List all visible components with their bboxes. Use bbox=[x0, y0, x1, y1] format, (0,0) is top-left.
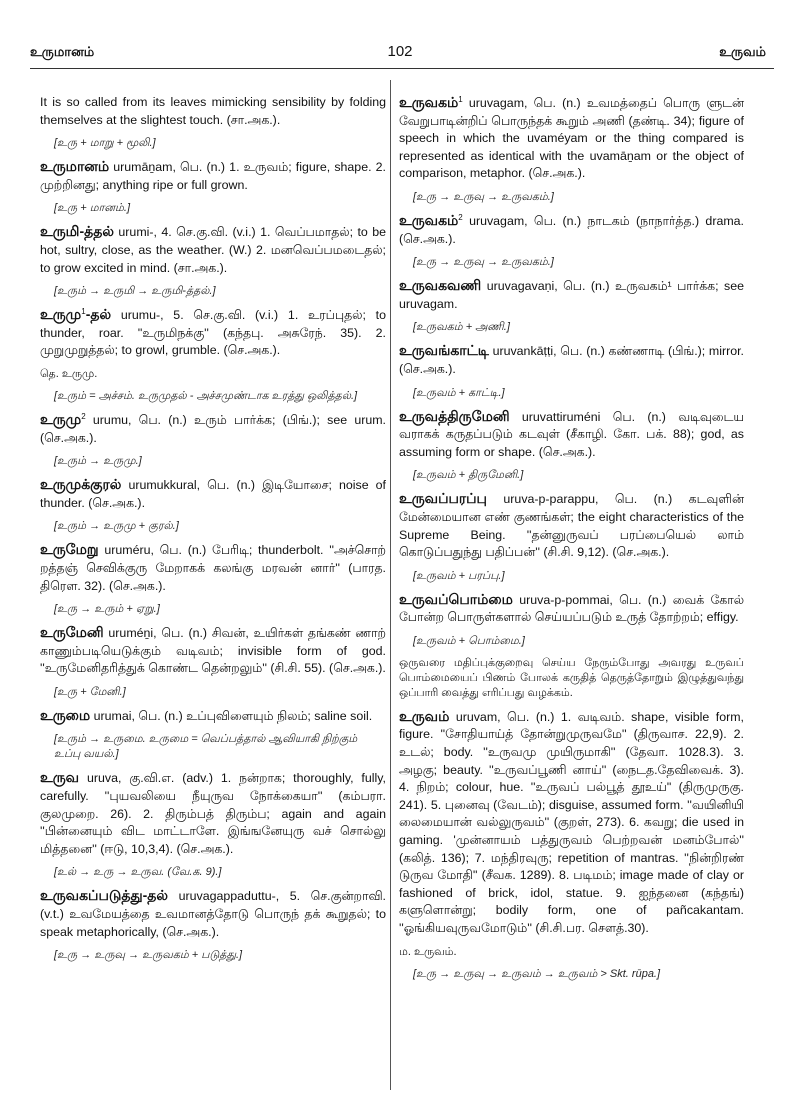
entry-headword: உருவகம் bbox=[399, 94, 459, 110]
entry-definition: uruvattiruméni பெ. (n.) வடிவுடைய வராகக் கருதப்படும் கடவுள் (சீகாழி. கோ. பக். 88); god, as assuming form or shape. (செ.அக.). bbox=[399, 409, 744, 459]
entry-headword: உருமி-த்தல் bbox=[40, 223, 114, 240]
dictionary-entry bbox=[399, 408, 744, 462]
etymology-note: [உரு → உருவு → உருவகம் + படுத்து.] bbox=[54, 949, 243, 962]
column-divider bbox=[390, 80, 391, 1090]
entry-headword: உருமு bbox=[40, 410, 82, 427]
entry-headword: உருமேனி bbox=[40, 624, 104, 641]
etymology-note: [உரும் = அச்சம். உருமுதல் - அச்சமுண்டாக உரத்து ஒலித்தல்.] bbox=[54, 389, 358, 402]
etymology-note: [உருவம் + திருமேனி.] bbox=[413, 469, 524, 482]
dictionary-entry bbox=[40, 223, 386, 277]
entry-definition: uruvam, பெ. (n.) 1. வடிவம். shape, visible form, figure. ''சோதியாய்த் தோன்றுமுருவமே'' (திருவாச. 22,9). 2. உடல்; body. ''உருவமு முயிருமாகி'' (தேவா. 1028.3). 3. அழகு; beauty. ''உருவப்பூணி னாய்'' (நைடத.தேவிவைக். 3). 4. நிறம்; colour, hue. ''உருவப் பல்பூத் தூஉய்'' (திருமுருகு. 241). 5. புனைவு (வேடம்); disguise, assumed form. ''வயினியி லைமையான் வல்லுருவம்'' (குறள், 273). 6. கவறு; die used in gaming. 'முன்னாயம் பத்துருவம் பெற்றவன் மனம்போல்'' (கலித். 136); 7. மந்திரவுரு; repetition of mantras. ''நின்றிரண் டுருவ மோதி'' (சீவக. 1289). 8. படிமம்; image made of clay or fashioned of brick, idol, statue. 9. ஐந்தனை (கந்தங்) களுளொன்று; bodily form, one of pañcakantam. ''ஓங்கியவுருவமோடும்'' (சி.சி.பர. சௌத்.30). bbox=[399, 709, 744, 935]
dictionary-entry bbox=[40, 306, 386, 360]
dictionary-entry bbox=[399, 277, 744, 313]
entry-definition: urumukkural, பெ. (n.) இடியோசை; noise of thunder. (செ.அக.). bbox=[40, 478, 386, 510]
entry-headword: உருவங்காட்டி bbox=[399, 342, 489, 359]
usage-note: தெ. உருமு. bbox=[40, 367, 98, 380]
etymology-note: [உரும் → உருமி → உருமி-த்தல்.] bbox=[54, 285, 216, 298]
page-header bbox=[0, 0, 800, 64]
etymology-note: [உரு → உரும் + ஏறு.] bbox=[54, 603, 160, 616]
entry-headword: உருவகம் bbox=[399, 211, 459, 228]
entry-definition: urumai, பெ. (n.) உப்புவிளையும் நிலம்; saline soil. bbox=[90, 708, 373, 723]
page-number: 102 bbox=[387, 43, 413, 60]
dictionary-entry bbox=[40, 707, 386, 726]
entry-definition: uruva-p-pommai, பெ. (n.) வைக் கோல் போன்ற பொருள்களால் செய்யப்படும் உருத் தோற்றம்; effigy. bbox=[399, 592, 744, 625]
dictionary-entry bbox=[399, 708, 744, 938]
etymology-note: [உரும் → உருமு.] bbox=[54, 455, 142, 468]
entry-definition: urumāṉam, பெ. (n.) 1. உருவம்; figure, shape. 2. முற்றினது; anything ripe or full grown. bbox=[40, 160, 386, 192]
entry-headword: உருவ bbox=[40, 769, 80, 786]
header-right-guideword: உருவம் bbox=[719, 44, 766, 59]
entry-headword: உருமை bbox=[40, 706, 91, 723]
entry-headword: உருமு bbox=[40, 306, 82, 323]
etymology-note: [உருவம் + காட்டி.] bbox=[413, 386, 505, 399]
dictionary-entry bbox=[399, 342, 744, 378]
etymology-note: [உருவம் + பொம்மை.] bbox=[413, 634, 525, 647]
entry-definition: uruméru, பெ. (n.) பேரிடி; thunderbolt. ''அச்சொற் றத்தஞ் செவிக்குரு மேறாகக் கலங்கு மரவன் னார்'' (பாரத. திரௌ. 32). (செ.அக.). bbox=[40, 543, 386, 593]
dictionary-entry bbox=[399, 94, 744, 183]
homonym-number: 2 bbox=[81, 411, 86, 421]
entry-headword: உருவப்பரப்பு bbox=[399, 490, 487, 507]
entry-headword: உருமுக்குரல் bbox=[40, 476, 122, 493]
usage-note: ஒருவரை மதிப்புக்குறைவு செய்ய நேரும்போது அவரது உருவப் பொம்மையைப் பிணம் போலக் கருதித் தெருத்தோறும் இழுத்துவந்து ஒப்பாரி வைத்து எரிப்பது வழக்கம். bbox=[399, 656, 744, 699]
entry-definition: uruvagam, பெ. (n.) உவமத்தைப் பொரு ளுடன் வேறுபாடின்றிப் பொருந்தக் கூறும் அணி (தண்டி. 34); figure of speech in which the uvaméyam or the thing compared is represented as identical with the uvamāṉam or the object of comparison, metaphor. (செ.அக.). bbox=[399, 96, 744, 181]
entry-definition: uruméṉi, பெ. (n.) சிவன், உயிர்கள் தங்கண் ணாற் காணும்படியெடுக்கும் வடிவம்; invisible form of god. ''உருமேனிதரித்துக் கொண்ட தென்றலும்'' (சி.சி. 55). (செ.அக.). bbox=[40, 626, 386, 676]
header-left-guideword: உருமானம் bbox=[30, 44, 95, 59]
etymology-note: [உல் → உரு → உருவ. (வே.க. 9).] bbox=[54, 866, 222, 879]
etymology-note: [உரு + மாறு + மூலி.] bbox=[54, 137, 156, 150]
dictionary-entry bbox=[40, 624, 386, 678]
etymology-note: [உருவம் + பரப்பு.] bbox=[413, 569, 505, 582]
entry-definition: uruvagavaṇi, பெ. (n.) உருவகம்¹ பார்க்க; see uruvagam. bbox=[399, 279, 744, 311]
entry-headword: உருவத்திருமேனி bbox=[399, 407, 510, 424]
entry-definition: uruva, கு.வி.எ. (adv.) 1. நன்றாக; thoroughly, fully, carefully. ''புயவலியை நீயுருவ நோக்கையா'' (கம்பரா. குலமுறை. 26). 2. திரும்பத் திரும்ப; again and again ''பின்னையும் விட மாட்டாளே. இங்ஙனேயுரு வச் சொல்லு மித்தனை'' (ஈடு, 10,3,4). (செ.அக.). bbox=[40, 771, 386, 856]
entry-headword: உருமேறு bbox=[40, 541, 99, 558]
etymology-note: [உரும் → உருமு + குரல்.] bbox=[54, 520, 179, 533]
dictionary-entry bbox=[40, 541, 386, 595]
entry-definition: uruvagappaduttu-, 5. செ.குன்றாவி. (v.t.) உவமேயத்தை உவமானத்தோடு பொருந் தக் கூறுதல்; to speak metaphorically, (செ.அக.). bbox=[40, 889, 386, 939]
entry-headword-suffix: -தல் bbox=[85, 306, 112, 323]
etymology-note: [உரும் → உருமை. உருமை = வெப்பத்தால் ஆவியாகி நிற்கும் உப்பு வயல்.] bbox=[54, 733, 358, 761]
etymology-note: [உரு + மேனி.] bbox=[54, 685, 126, 698]
right-column bbox=[399, 94, 744, 989]
entry-headword: உருவகப்படுத்து-தல் bbox=[40, 887, 169, 904]
etymology-note: [உரு + மானம்.] bbox=[54, 202, 130, 215]
entry-headword: உருவப்பொம்மை bbox=[399, 590, 513, 607]
dictionary-entry bbox=[40, 887, 386, 941]
entry-definition: urumu, பெ. (n.) உரும் பார்க்க; (பிங்.); see urum. (செ.அக.). bbox=[40, 412, 386, 445]
etymology-note: [உரு → உருவு → உருவகம்.] bbox=[413, 190, 554, 203]
homonym-number: 1 bbox=[458, 94, 463, 104]
entry-definition: uruvankāṭṭi, பெ. (n.) கண்ணாடி (பிங்.); mirror. (செ.அக.). bbox=[399, 344, 744, 376]
entry-definition: urumu-, 5. செ.கு.வி. (v.i.) 1. உரப்புதல்; to thunder, roar. ''உருமிநக்கு'' (கந்தபு. அசுரேந். 35). 2. முறுமுறுத்தல்; to growl, grumble. (செ.அக.). bbox=[40, 308, 386, 358]
left-column bbox=[40, 94, 386, 970]
dictionary-entry bbox=[399, 591, 744, 627]
dictionary-entry bbox=[40, 769, 386, 858]
header-rule bbox=[30, 68, 774, 69]
etymology-note: [உரு → உருவு → உருவகம்.] bbox=[413, 256, 554, 269]
dictionary-entry bbox=[40, 94, 386, 129]
entry-definition: urumi-, 4. செ.கு.வி. (v.i.) 1. வெப்பமாதல்; to be hot, sultry, close, as the weather. (W.) 2. மனவெப்பமடைதல்; to grow excited in mind. (சா.அக.). bbox=[40, 225, 386, 275]
entry-headword: உருவம் bbox=[399, 707, 450, 724]
dictionary-entry bbox=[399, 212, 744, 248]
etymology-note: [உருவகம் + அணி.] bbox=[413, 321, 510, 334]
dictionary-entry bbox=[40, 476, 386, 512]
etymology-note: [உரு → உருவு → உருவம் → உருவம் > Skt. rūpa.] bbox=[413, 967, 661, 980]
dictionary-entry bbox=[40, 158, 386, 194]
entry-definition: It is so called from its leaves mimicking sensibility by folding themselves at the slightest touch. (சா.அக.). bbox=[40, 95, 386, 127]
entry-headword: உருவகவணி bbox=[399, 277, 482, 294]
usage-note: ம. உருவம். bbox=[399, 945, 457, 958]
homonym-number: 1 bbox=[81, 307, 86, 317]
dictionary-entry bbox=[399, 490, 744, 561]
entry-headword: உருமானம் bbox=[40, 158, 110, 175]
entry-definition: uruva-p-parappu, பெ. (n.) கடவுளின் மேன்மையான எண் குணங்கள்; the eight characteristics of the Supreme Being. ''தன்னுருவப் பரப்பையெல் லாம் கொடுப்பதுந்து பதிப்பன்'' (சி.சி. 9,12). (செ.அக.). bbox=[399, 492, 744, 560]
entry-definition: uruvagam, பெ. (n.) நாடகம் (நாநார்த்த.) drama. (செ.அக.). bbox=[399, 213, 744, 246]
dictionary-entry bbox=[40, 411, 386, 447]
homonym-number: 2 bbox=[458, 212, 463, 222]
